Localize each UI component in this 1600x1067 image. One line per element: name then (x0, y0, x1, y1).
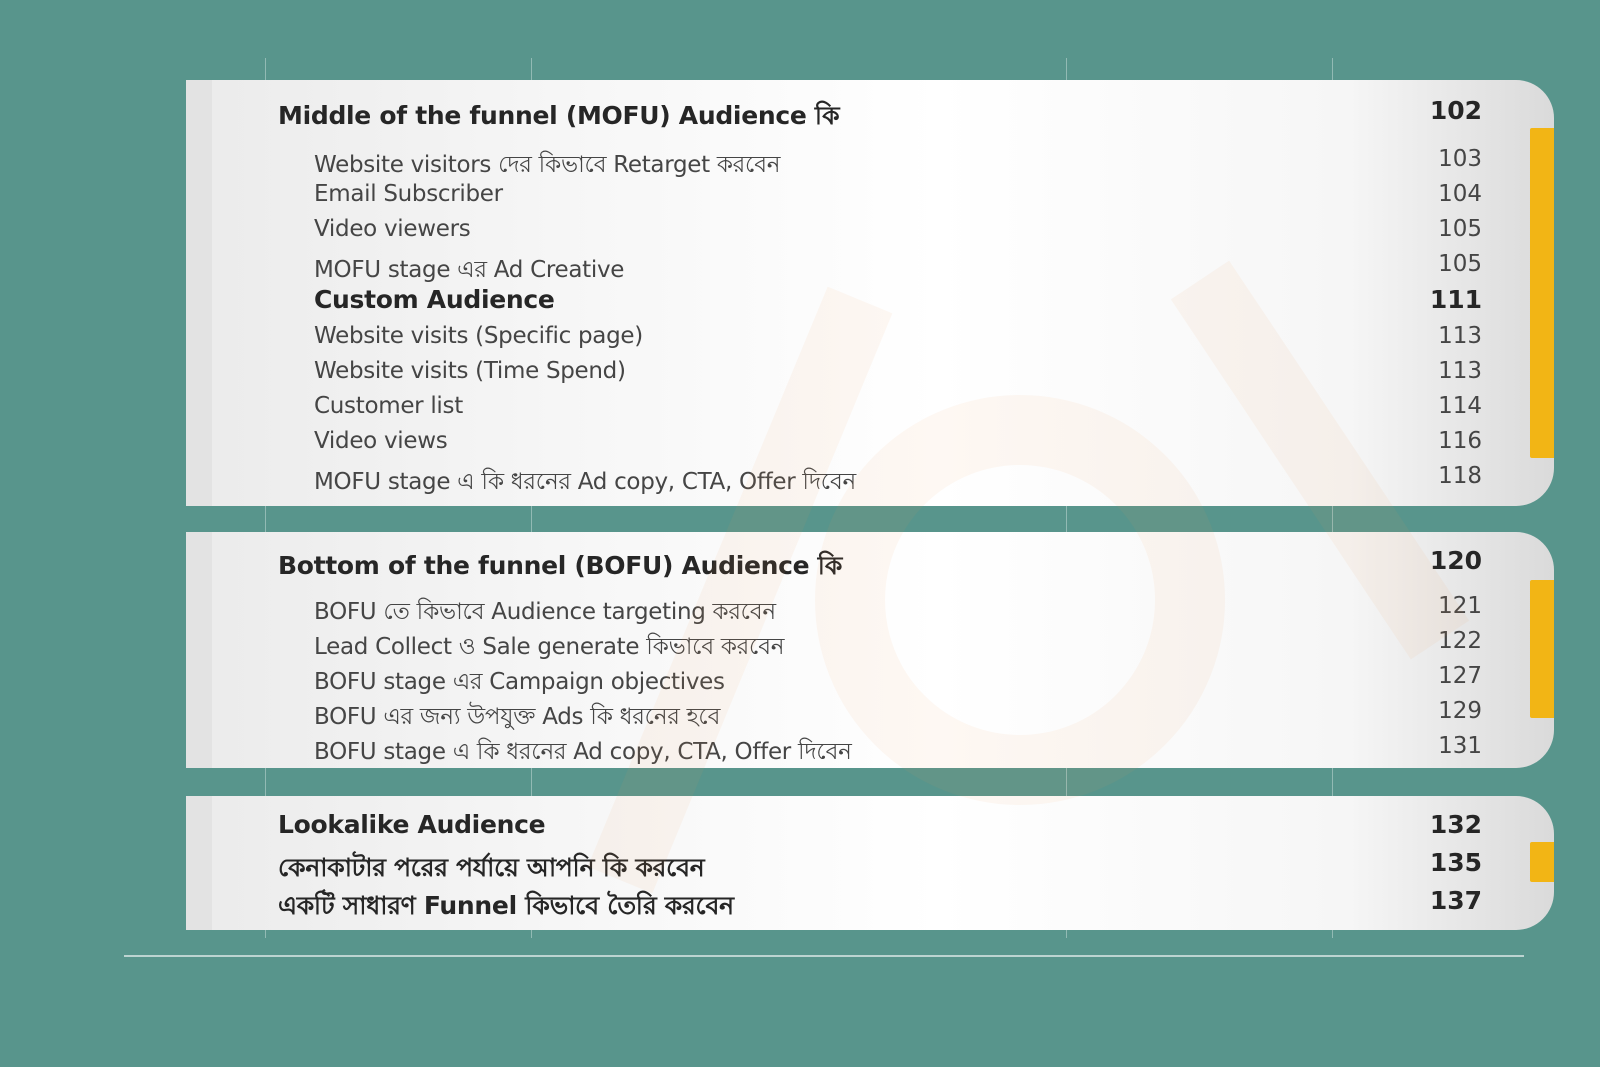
toc-entry-label: BOFU stage এ কি ধরনের Ad copy, CTA, Offer দিবেন (314, 739, 852, 765)
toc-entry-label: BOFU তে কিভাবে Audience targeting করবেন (314, 599, 776, 625)
toc-page-number: 102 (1429, 96, 1482, 125)
toc-heading-label: Middle of the funnel (MOFU) Audience কি (278, 101, 840, 130)
toc-page-number: 122 (1438, 628, 1482, 654)
toc-entry-label: Website visits (Specific page) (314, 323, 643, 349)
toc-entry-label: Website visits (Time Spend) (314, 358, 626, 384)
toc-entry[interactable] (186, 628, 1554, 660)
toc-heading-label: একটি সাধারণ Funnel কিভাবে তৈরি করবেন (278, 891, 734, 920)
toc-entry-label: MOFU stage এর Ad Creative (314, 257, 625, 283)
toc-page-number: 121 (1438, 593, 1482, 619)
toc-page-number: 105 (1438, 216, 1482, 242)
toc-entry-label: Email Subscriber (314, 181, 503, 207)
toc-entry[interactable] (186, 698, 1554, 730)
toc-page-number: 131 (1438, 733, 1482, 759)
toc-heading[interactable] (186, 546, 1554, 578)
toc-entry[interactable] (186, 393, 1554, 425)
toc-entry[interactable] (186, 251, 1554, 283)
toc-page-number: 137 (1429, 886, 1482, 915)
toc-entry-label: BOFU এর জন্য উপযুক্ত Ads কি ধরনের হবে (314, 704, 721, 730)
toc-card-mofu (186, 80, 1554, 506)
toc-page-number: 127 (1438, 663, 1482, 689)
toc-entry-label: Website visitors দের কিভাবে Retarget করবেন (314, 152, 781, 178)
toc-page-number: 105 (1438, 251, 1482, 277)
toc-page-number: 116 (1438, 428, 1482, 454)
toc-page-number: 113 (1438, 323, 1482, 349)
toc-entry[interactable] (186, 428, 1554, 460)
toc-page-number: 135 (1429, 848, 1482, 877)
toc-heading[interactable] (186, 96, 1554, 128)
toc-entry-label: BOFU stage এর Campaign objectives (314, 669, 725, 695)
toc-page-number: 118 (1438, 463, 1482, 489)
toc-page-number: 104 (1438, 181, 1482, 207)
toc-subheading-label: Custom Audience (314, 285, 555, 314)
toc-card-bofu (186, 532, 1554, 768)
toc-heading-label: Lookalike Audience (278, 810, 546, 839)
toc-heading[interactable] (186, 886, 1554, 918)
toc-heading-label: কেনাকাটার পরের পর্যায়ে আপনি কি করবেন (278, 853, 705, 882)
toc-entry-label: Video views (314, 428, 448, 454)
toc-heading[interactable] (186, 810, 1554, 842)
toc-entry[interactable] (186, 593, 1554, 625)
toc-card-other (186, 796, 1554, 930)
toc-entry[interactable] (186, 358, 1554, 390)
toc-entry-label: MOFU stage এ কি ধরনের Ad copy, CTA, Offer দিবেন (314, 469, 856, 495)
toc-entry-label: Lead Collect ও Sale generate কিভাবে করবেন (314, 634, 785, 660)
toc-page-number: 132 (1429, 810, 1482, 839)
toc-entry[interactable] (186, 663, 1554, 695)
toc-page-number: 114 (1438, 393, 1482, 419)
toc-entry[interactable] (186, 146, 1554, 178)
toc-entry[interactable] (186, 181, 1554, 213)
baseline-rule (124, 955, 1524, 957)
toc-entry-label: Video viewers (314, 216, 471, 242)
toc-entry[interactable] (186, 733, 1554, 765)
toc-entry[interactable] (186, 323, 1554, 355)
toc-page-number: 111 (1429, 285, 1482, 314)
toc-subheading[interactable] (186, 285, 1554, 317)
toc-entry[interactable] (186, 463, 1554, 495)
toc-page-number: 103 (1438, 146, 1482, 172)
toc-heading-label: Bottom of the funnel (BOFU) Audience কি (278, 551, 843, 580)
toc-heading[interactable] (186, 848, 1554, 880)
toc-page-number: 113 (1438, 358, 1482, 384)
toc-entry-label: Customer list (314, 393, 463, 419)
toc-page-number: 120 (1429, 546, 1482, 575)
toc-page-number: 129 (1438, 698, 1482, 724)
toc-entry[interactable] (186, 216, 1554, 248)
